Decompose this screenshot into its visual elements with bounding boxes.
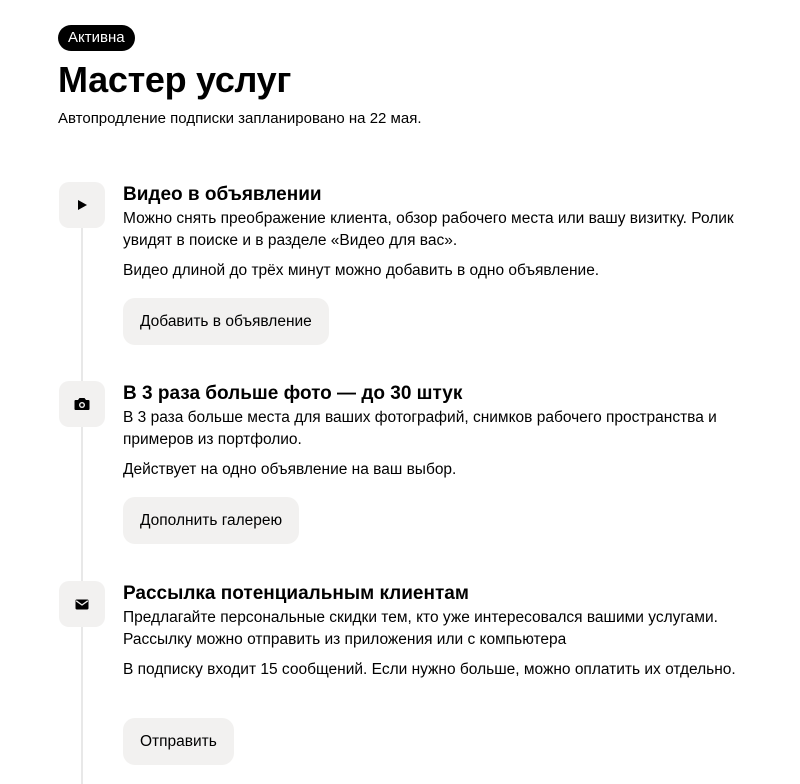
camera-icon [59, 381, 105, 427]
service-note: В подписку входит 15 сообщений. Если нужно больше, можно оплатить их отдельно. [123, 661, 736, 678]
extend-gallery-button[interactable]: Дополнить галерею [123, 497, 299, 544]
envelope-icon [59, 581, 105, 627]
page-title: Мастер услуг [58, 59, 292, 100]
timeline-line [81, 228, 83, 784]
play-icon [59, 182, 105, 228]
service-description: Можно снять преображение клиента, обзор рабочего места или вашу визитку. Ролик увидят в поиске и в разделе «Видео для вас». [123, 210, 734, 249]
status-badge: Активна [58, 25, 135, 51]
service-description: В 3 раза больше места для ваших фотографий, снимков рабочего пространства и примеров из портфолио. [123, 409, 717, 448]
service-title: Видео в объявлении [123, 184, 322, 205]
autorenewal-note: Автопродление подписки запланировано на 22 мая. [58, 110, 422, 127]
service-title: Рассылка потенциальным клиентам [123, 583, 469, 604]
service-note: Видео длиной до трёх минут можно добавить в одно объявление. [123, 262, 600, 279]
add-to-listing-button[interactable]: Добавить в объявление [123, 298, 329, 345]
service-title: В 3 раза больше фото — до 30 штук [123, 383, 463, 404]
send-button[interactable]: Отправить [123, 718, 234, 765]
service-description: Предлагайте персональные скидки тем, кто уже интересовался вашими услугами. Рассылку можно отправить из приложения или с компьютера [123, 609, 718, 648]
service-note: Действует на одно объявление на ваш выбор. [123, 461, 457, 478]
